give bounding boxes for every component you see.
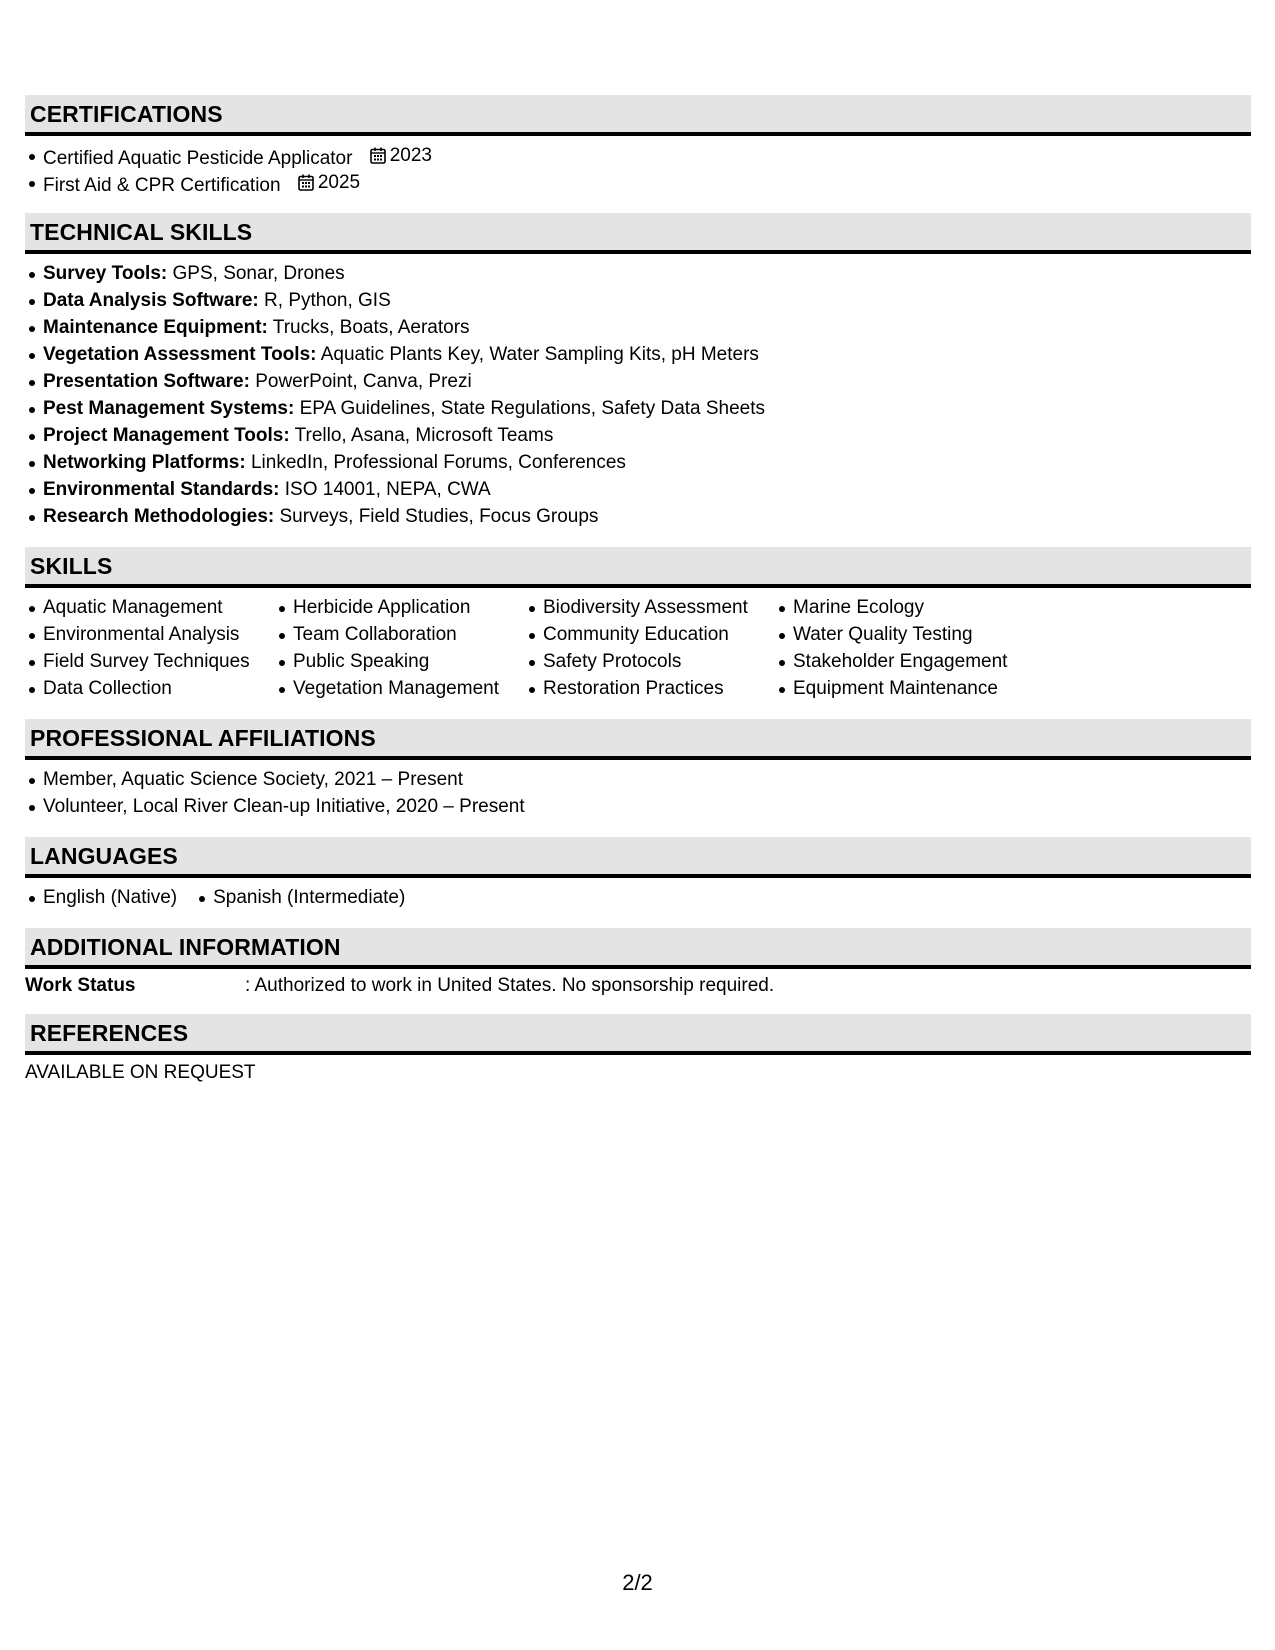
affiliation-item: Volunteer, Local River Clean-up Initiative, 2020 – Present: [25, 793, 1251, 820]
references-heading: REFERENCES: [25, 1014, 1251, 1055]
skill-item: Herbicide Application: [275, 594, 525, 621]
technical-skill-item: [25, 260, 1251, 287]
certifications-heading: CERTIFICATIONS: [25, 95, 1251, 136]
certification-year: 2025: [317, 172, 361, 193]
skill-item: Restoration Practices: [525, 675, 775, 702]
affiliations-heading: PROFESSIONAL AFFILIATIONS: [25, 719, 1251, 760]
technical-skill-label: Data Analysis Software:: [43, 290, 259, 311]
skill-item: Marine Ecology: [775, 594, 1035, 621]
technical-skill-label: Presentation Software:: [43, 371, 250, 392]
technical-skill-value: Aquatic Plants Key, Water Sampling Kits, pH Meters: [316, 344, 759, 365]
certification-item: [25, 169, 1251, 196]
technical-skill-value: Surveys, Field Studies, Focus Groups: [274, 506, 599, 527]
technical-skill-item: [25, 422, 1251, 449]
skill-item: Data Collection: [25, 675, 275, 702]
work-status-row: [25, 969, 1251, 1002]
technical-skill-label: Networking Platforms:: [43, 452, 246, 473]
skill-item: Team Collaboration: [275, 621, 525, 648]
work-status-label: Work Status: [25, 975, 136, 996]
technical-skill-value: Trello, Asana, Microsoft Teams: [289, 425, 554, 446]
technical-skill-label: Project Management Tools:: [43, 425, 290, 446]
technical-skill-item: [25, 395, 1251, 422]
technical-skill-item: [25, 314, 1251, 341]
technical-skill-item: [25, 476, 1251, 503]
technical-skill-value: PowerPoint, Canva, Prezi: [249, 371, 472, 392]
language-item: English (Native): [25, 884, 177, 911]
technical-skill-label: Research Methodologies:: [43, 506, 275, 527]
technical-skill-value: EPA Guidelines, State Regulations, Safety Data Sheets: [294, 398, 766, 419]
skill-item: Safety Protocols: [525, 648, 775, 675]
affiliation-item: Member, Aquatic Science Society, 2021 – Present: [25, 766, 1251, 793]
skill-item: Public Speaking: [275, 648, 525, 675]
work-status-value: : Authorized to work in United States. No sponsorship required.: [245, 975, 775, 996]
certifications-list: [25, 142, 1251, 196]
skill-item: Environmental Analysis: [25, 621, 275, 648]
technical-skill-value: R, Python, GIS: [258, 290, 391, 311]
skill-item: Biodiversity Assessment: [525, 594, 775, 621]
skills-column: [525, 594, 775, 702]
resume-page: [25, 95, 1251, 1088]
language-item: Spanish (Intermediate): [195, 884, 405, 911]
certification-year: 2023: [389, 145, 433, 166]
page-number: 2/2: [622, 1570, 653, 1595]
technical-skill-item: [25, 368, 1251, 395]
affiliations-list: [25, 766, 1251, 820]
technical-skill-item: [25, 287, 1251, 314]
technical-skill-value: LinkedIn, Professional Forums, Conferences: [245, 452, 626, 473]
technical-skill-label: Maintenance Equipment:: [43, 317, 268, 338]
technical-skills-heading: TECHNICAL SKILLS: [25, 213, 1251, 254]
references-text: AVAILABLE ON REQUEST: [25, 1062, 256, 1083]
technical-skill-label: Vegetation Assessment Tools:: [43, 344, 317, 365]
technical-skill-label: Environmental Standards:: [43, 479, 280, 500]
technical-skill-label: Survey Tools:: [43, 263, 168, 284]
skills-column: [275, 594, 525, 702]
technical-skill-value: Trucks, Boats, Aerators: [267, 317, 470, 338]
skills-column: [775, 594, 1035, 702]
technical-skill-value: GPS, Sonar, Drones: [167, 263, 345, 284]
technical-skill-item: [25, 449, 1251, 476]
skill-item: Water Quality Testing: [775, 621, 1035, 648]
languages-list: [25, 884, 423, 911]
technical-skill-label: Pest Management Systems:: [43, 398, 295, 419]
skill-item: Community Education: [525, 621, 775, 648]
certification-item: [25, 142, 1251, 169]
skills-grid: [25, 588, 1251, 702]
technical-skills-list: [25, 260, 1251, 530]
calendar-icon: [370, 147, 386, 164]
technical-skill-item: [25, 503, 1251, 530]
languages-heading: LANGUAGES: [25, 837, 1251, 878]
certification-name: Certified Aquatic Pesticide Applicator: [43, 148, 353, 169]
skill-item: Stakeholder Engagement: [775, 648, 1035, 675]
skill-item: Field Survey Techniques: [25, 648, 275, 675]
skills-heading: SKILLS: [25, 547, 1251, 588]
skills-column: [25, 594, 275, 702]
calendar-icon: [298, 174, 314, 191]
skill-item: Vegetation Management: [275, 675, 525, 702]
skill-item: Equipment Maintenance: [775, 675, 1035, 702]
skill-item: Aquatic Management: [25, 594, 275, 621]
technical-skill-value: ISO 14001, NEPA, CWA: [279, 479, 491, 500]
certification-name: First Aid & CPR Certification: [43, 175, 281, 196]
technical-skill-item: [25, 341, 1251, 368]
additional-info-heading: ADDITIONAL INFORMATION: [25, 928, 1251, 969]
